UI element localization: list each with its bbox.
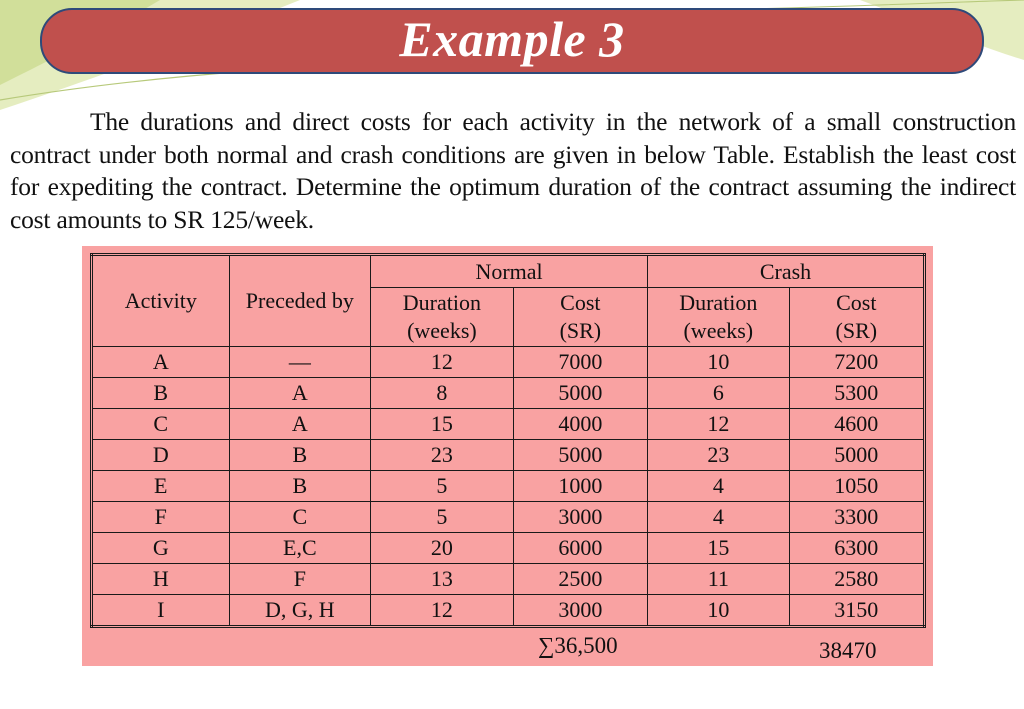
header-crash-cost <box>789 288 924 347</box>
cell-crash-cost: 4600 <box>789 409 924 440</box>
header-activity: Activity <box>92 255 230 347</box>
header-normal: Normal <box>371 255 648 288</box>
header-preceded-by: Preceded by <box>229 255 371 347</box>
cell-preceded-by: D, G, H <box>229 595 371 627</box>
cell-normal-duration: 13 <box>371 564 514 595</box>
cell-normal-duration: 12 <box>371 595 514 627</box>
cell-crash-duration: 15 <box>648 533 790 564</box>
header-crash: Crash <box>648 255 925 288</box>
table-row <box>92 564 925 595</box>
cell-preceded-by: B <box>229 440 371 471</box>
cell-crash-cost: 5000 <box>789 440 924 471</box>
cell-normal-cost: 7000 <box>513 347 647 378</box>
cell-activity: E <box>92 471 230 502</box>
cell-activity: A <box>92 347 230 378</box>
cell-crash-cost: 6300 <box>789 533 924 564</box>
header-crash-cost-line2: (SR) <box>835 318 878 343</box>
cell-preceded-by: C <box>229 502 371 533</box>
cell-activity: D <box>92 440 230 471</box>
cell-normal-cost: 2500 <box>513 564 647 595</box>
cell-normal-duration: 5 <box>371 471 514 502</box>
cell-normal-duration: 23 <box>371 440 514 471</box>
title-banner <box>40 8 984 74</box>
cell-crash-cost: 2580 <box>789 564 924 595</box>
header-normal-cost-line2: (SR) <box>559 318 602 343</box>
cell-crash-cost: 1050 <box>789 471 924 502</box>
cell-crash-duration: 4 <box>648 471 790 502</box>
cell-activity: C <box>92 409 230 440</box>
header-normal-duration <box>371 288 514 347</box>
cell-normal-duration: 15 <box>371 409 514 440</box>
cell-crash-cost: 3300 <box>789 502 924 533</box>
table-row <box>92 533 925 564</box>
header-crash-duration-line2: (weeks) <box>683 318 754 343</box>
table-row <box>92 595 925 627</box>
cell-crash-duration: 10 <box>648 347 790 378</box>
table-row <box>92 471 925 502</box>
cell-preceded-by: B <box>229 471 371 502</box>
table-row <box>92 502 925 533</box>
cell-crash-duration: 23 <box>648 440 790 471</box>
header-crash-duration <box>648 288 790 347</box>
cell-crash-duration: 11 <box>648 564 790 595</box>
normal-cost-total: ∑36,500 <box>538 633 618 658</box>
cell-activity: H <box>92 564 230 595</box>
cell-crash-cost: 7200 <box>789 347 924 378</box>
table-row <box>92 409 925 440</box>
page-title: Example 3 <box>399 11 625 67</box>
cell-activity: I <box>92 595 230 627</box>
table-area <box>82 246 933 666</box>
cell-preceded-by: A <box>229 378 371 409</box>
cell-normal-cost: 5000 <box>513 440 647 471</box>
cell-normal-duration: 12 <box>371 347 514 378</box>
cell-normal-cost: 5000 <box>513 378 647 409</box>
cell-crash-duration: 6 <box>648 378 790 409</box>
header-crash-cost-line1: Cost <box>836 290 877 315</box>
cell-crash-duration: 12 <box>648 409 790 440</box>
table-row <box>92 440 925 471</box>
cell-crash-cost: 3150 <box>789 595 924 627</box>
cell-activity: B <box>92 378 230 409</box>
problem-statement: The durations and direct costs for each activity in the network of a small construction contract under both normal and crash conditions are given in below Table. Establish the least cost for expediting the contract. Determine the optimum duration of the contract assuming the indirect cost amounts to SR 125/week. <box>10 107 1016 234</box>
cell-normal-cost: 6000 <box>513 533 647 564</box>
cell-normal-cost: 3000 <box>513 595 647 627</box>
cell-normal-cost: 1000 <box>513 471 647 502</box>
header-normal-cost <box>513 288 647 347</box>
cell-crash-cost: 5300 <box>789 378 924 409</box>
cell-preceded-by: A <box>229 409 371 440</box>
cell-preceded-by: F <box>229 564 371 595</box>
table-body <box>92 347 925 627</box>
activity-table <box>90 253 926 628</box>
cell-normal-duration: 8 <box>371 378 514 409</box>
crash-cost-total: 38470 <box>819 638 877 663</box>
header-crash-duration-line1: Duration <box>679 290 758 315</box>
header-row-1 <box>92 255 925 288</box>
cell-preceded-by: — <box>229 347 371 378</box>
cell-activity: F <box>92 502 230 533</box>
header-normal-cost-line1: Cost <box>560 290 601 315</box>
cell-crash-duration: 4 <box>648 502 790 533</box>
cell-normal-duration: 5 <box>371 502 514 533</box>
header-normal-duration-line2: (weeks) <box>407 318 477 343</box>
cell-preceded-by: E,C <box>229 533 371 564</box>
cell-crash-duration: 10 <box>648 595 790 627</box>
header-normal-duration-line1: Duration <box>402 290 481 315</box>
table-row <box>92 347 925 378</box>
cell-normal-duration: 20 <box>371 533 514 564</box>
cell-activity: G <box>92 533 230 564</box>
table-row <box>92 378 925 409</box>
cell-normal-cost: 3000 <box>513 502 647 533</box>
cell-normal-cost: 4000 <box>513 409 647 440</box>
